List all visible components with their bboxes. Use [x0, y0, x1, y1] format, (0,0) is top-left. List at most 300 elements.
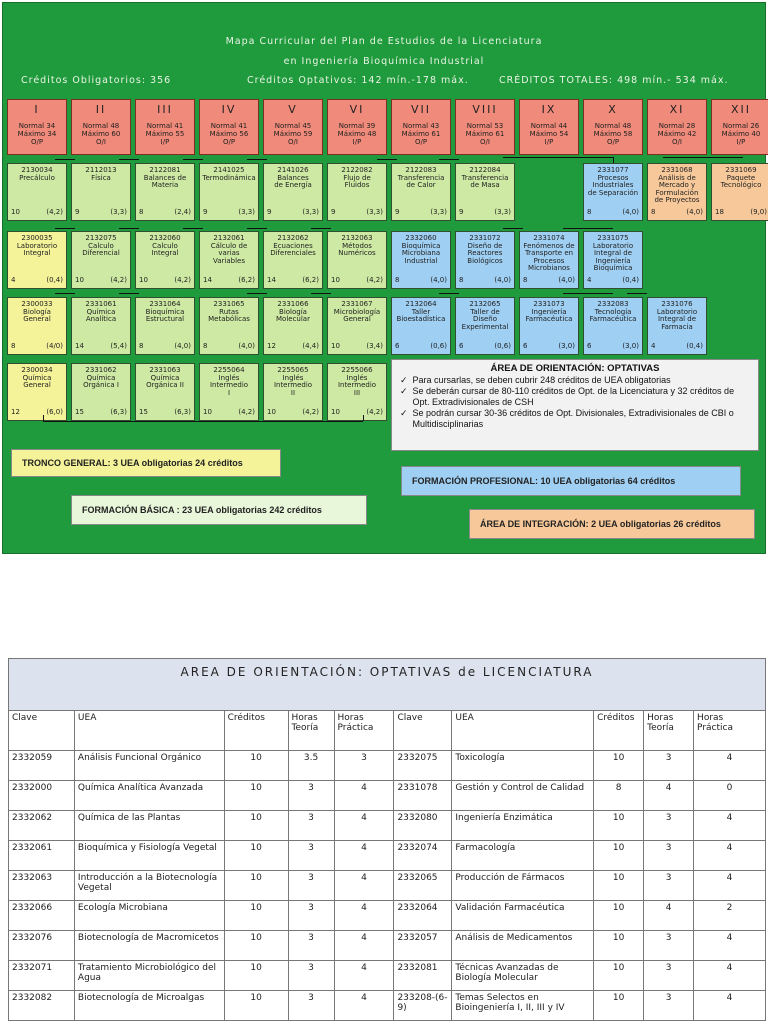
table-cell: Análisis Funcional Orgánico — [74, 751, 224, 781]
course-cell — [583, 297, 643, 355]
course-credits: 10 — [75, 276, 84, 285]
table-cell: 2332061 — [9, 841, 75, 871]
course-credits: 10 — [331, 408, 340, 417]
course-cell — [327, 163, 387, 221]
check-icon: ✓ — [400, 386, 408, 396]
course-cell — [455, 231, 515, 289]
course-hours: (4,2) — [238, 408, 255, 417]
orientation-item — [400, 375, 750, 386]
table-cell: 2332063 — [9, 871, 75, 901]
legend-tronco-general: TRONCO GENERAL: 3 UEA obligatorias 24 créditos — [11, 449, 281, 477]
semester-normal: Normal 48 — [82, 122, 120, 130]
course-hours: (4,0) — [622, 208, 639, 217]
semester-header — [7, 99, 67, 155]
course-hours: (0,6) — [430, 342, 447, 351]
orientation-item-text: Se podrán cursar 30-36 créditos de Opt. Divisionales, Extradivisionales de CBI o Multidisciplinarias — [412, 408, 734, 429]
semester-header — [455, 99, 515, 155]
semester-header — [583, 99, 643, 155]
table-cell: 10 — [224, 841, 288, 871]
table-cell: Farmacología — [452, 841, 594, 871]
table-cell: 3 — [288, 931, 334, 961]
semester-type: O/I — [480, 138, 490, 146]
course-cell — [455, 163, 515, 221]
course-credits: 9 — [331, 208, 336, 217]
semester-normal: Normal 44 — [530, 122, 568, 130]
course-cell — [455, 297, 515, 355]
orientation-item-text: Se deberán cursar de 80-110 créditos de Opt. de la Licenciatura y 32 créditos de Opt. Extradivisionales de CSH — [412, 386, 735, 407]
semester-maximo: Máximo 61 — [401, 130, 441, 138]
course-name: 2331069 Paquete Tecnológico — [720, 166, 762, 190]
table-header-cell: Créditos — [224, 711, 288, 751]
legend-formacion-profesional: FORMACIÓN PROFESIONAL: 10 UEA obligatorias 64 créditos — [401, 466, 741, 496]
table-cell: 4 — [644, 781, 694, 811]
course-credits: 12 — [267, 342, 276, 351]
course-hours: (0,6) — [494, 342, 511, 351]
semester-number: IV — [221, 103, 237, 116]
course-hours: (3,3) — [366, 208, 383, 217]
course-credits: 15 — [75, 408, 84, 417]
semester-number: IX — [541, 103, 557, 116]
course-credits: 4 — [11, 276, 16, 285]
orientation-title: ÁREA DE ORIENTACIÓN: OPTATIVAS — [490, 363, 660, 374]
course-hours: (6,2) — [238, 276, 255, 285]
course-credits: 6 — [459, 342, 464, 351]
table-cell: 3 — [288, 841, 334, 871]
course-hours: (0,4) — [622, 276, 639, 285]
course-cell — [263, 363, 323, 421]
course-name: 2331064 Bioquímica Estructural — [145, 300, 185, 324]
course-hours: (3,0) — [622, 342, 639, 351]
course-name: 2122083 Transferencia de Calor — [397, 166, 445, 190]
course-hours: (3,3) — [238, 208, 255, 217]
table-header-cell: UEA — [74, 711, 224, 751]
course-hours: (3,3) — [302, 208, 319, 217]
semester-type: O/P — [30, 138, 44, 146]
table-cell: 4 — [694, 871, 766, 901]
course-cell — [7, 363, 67, 421]
course-name: 2132061 Cálculo de varias Variables — [210, 234, 248, 265]
semester-number: III — [157, 103, 173, 116]
semester-maximo: Máximo 59 — [273, 130, 313, 138]
course-credits: 10 — [11, 208, 20, 217]
course-cell — [263, 231, 323, 289]
semester-number: V — [288, 103, 298, 116]
table-row — [9, 931, 766, 961]
course-cell — [327, 231, 387, 289]
table-cell: 10 — [224, 781, 288, 811]
course-name: 2300034 Química General — [21, 366, 53, 390]
table-cell: Gestión y Control de Calidad — [452, 781, 594, 811]
semester-normal: Normal 34 — [18, 122, 56, 130]
table-cell: 4 — [694, 961, 766, 991]
semester-maximo: Máximo 42 — [657, 130, 697, 138]
table-cell: 3 — [288, 811, 334, 841]
table-header-cell: UEA — [452, 711, 594, 751]
course-hours: (5,4) — [110, 342, 127, 351]
table-cell: 10 — [224, 811, 288, 841]
semester-header — [519, 99, 579, 155]
semester-type: O/I — [288, 138, 298, 146]
table-header-cell: Créditos — [594, 711, 644, 751]
semester-normal: Normal 48 — [594, 122, 632, 130]
course-name: 2331077 Procesos Industriales de Separación — [587, 166, 639, 197]
table-cell: 10 — [224, 991, 288, 1021]
table-cell: 3.5 — [288, 751, 334, 781]
table-cell: 3 — [644, 871, 694, 901]
table-cell: Introducción a la Biotecnología Vegetal — [74, 871, 224, 901]
table-cell: 2332075 — [394, 751, 452, 781]
table-header-cell: Horas Teoría — [288, 711, 334, 751]
course-credits: 14 — [203, 276, 212, 285]
semester-header — [711, 99, 768, 155]
table-cell: Biotecnología de Microalgas — [74, 991, 224, 1021]
table-cell: 233208-(6-9) — [394, 991, 452, 1021]
course-credits: 9 — [203, 208, 208, 217]
semester-number: I — [34, 103, 40, 116]
semester-type: I/P — [544, 138, 554, 146]
course-name: 2255064 Inglés Intermedio I — [209, 366, 249, 397]
table-cell: 4 — [334, 991, 394, 1021]
course-hours: (4,0) — [174, 342, 191, 351]
table-cell: 10 — [594, 811, 644, 841]
semester-maximo: Máximo 55 — [145, 130, 185, 138]
optativas-table — [8, 658, 766, 1021]
course-cell — [647, 163, 707, 221]
table-cell: 4 — [334, 811, 394, 841]
semester-maximo: Máximo 54 — [529, 130, 569, 138]
course-name: 2300035 Laboratorio Integral — [16, 234, 58, 258]
table-cell: 3 — [644, 751, 694, 781]
semester-normal: Normal 26 — [722, 122, 760, 130]
orientation-item — [400, 386, 750, 408]
credits-optativos: Créditos Optativos: 142 mín.-178 máx. — [247, 75, 469, 86]
course-cell — [71, 297, 131, 355]
table-row — [9, 871, 766, 901]
course-name: 2331073 Ingeniería Farmacéutica — [525, 300, 573, 324]
table-cell: 2332057 — [394, 931, 452, 961]
table-cell: 4 — [334, 901, 394, 931]
course-name: 2112013 Física — [85, 166, 117, 182]
map-title: Mapa Curricular del Plan de Estudios de la Licenciatura — [225, 36, 543, 47]
table-cell: 2332065 — [394, 871, 452, 901]
check-icon: ✓ — [400, 408, 408, 418]
course-credits: 10 — [267, 408, 276, 417]
table-cell: 2332064 — [394, 901, 452, 931]
table-cell: Ecología Microbiana — [74, 901, 224, 931]
course-credits: 10 — [331, 276, 340, 285]
course-hours: (4,4) — [302, 342, 319, 351]
table-cell: 4 — [694, 751, 766, 781]
course-name: 2331062 Química Orgánica I — [83, 366, 119, 390]
orientation-item-text: Para cursarlas, se deben cubrir 248 créditos de UEA obligatorias — [412, 375, 671, 385]
course-hours: (2,4) — [174, 208, 191, 217]
table-cell: 2332066 — [9, 901, 75, 931]
semester-header — [199, 99, 259, 155]
table-cell: Producción de Fármacos — [452, 871, 594, 901]
course-name: 2331072 Diseño de Reactores Biológicos — [467, 234, 503, 265]
course-credits: 8 — [203, 342, 208, 351]
semester-normal: Normal 41 — [146, 122, 184, 130]
semester-normal: Normal 45 — [274, 122, 312, 130]
table-cell: 10 — [594, 931, 644, 961]
course-hours: (3,4) — [366, 342, 383, 351]
orientation-box — [391, 359, 759, 451]
semester-header — [647, 99, 707, 155]
semester-type: O/I — [672, 138, 682, 146]
course-hours: (4,0) — [238, 342, 255, 351]
table-cell: 2331078 — [394, 781, 452, 811]
course-cell — [647, 297, 707, 355]
course-name: 2331074 Fenómenos de Transporte en Procesos Microbianos — [523, 234, 575, 273]
table-header-row — [9, 711, 766, 751]
check-icon: ✓ — [400, 375, 408, 385]
course-credits: 14 — [267, 276, 276, 285]
course-hours: (4,2) — [302, 408, 319, 417]
table-cell: Ingeniería Enzimática — [452, 811, 594, 841]
semester-type: I/P — [736, 138, 746, 146]
table-cell: 10 — [224, 931, 288, 961]
legend-formacion-basica: FORMACIÓN BÁSICA : 23 UEA obligatorias 242 créditos — [71, 495, 367, 525]
course-hours: (4,0) — [558, 276, 575, 285]
course-name: 2132060 Calculo Integral — [149, 234, 181, 258]
table-cell: 10 — [594, 751, 644, 781]
course-credits: 8 — [11, 342, 16, 351]
table-cell: 2332071 — [9, 961, 75, 991]
table-cell: Análisis de Medicamentos — [452, 931, 594, 961]
course-credits: 8 — [395, 276, 400, 285]
semester-header — [71, 99, 131, 155]
table-cell: 3 — [288, 991, 334, 1021]
table-row — [9, 841, 766, 871]
table-cell: 2332076 — [9, 931, 75, 961]
table-header-cell: Clave — [9, 711, 75, 751]
credits-totales: CRÉDITOS TOTALES: 498 mín.- 534 máx. — [499, 75, 729, 86]
course-credits: 4 — [587, 276, 592, 285]
table-row — [9, 961, 766, 991]
semester-maximo: Máximo 48 — [337, 130, 377, 138]
course-credits: 8 — [139, 208, 144, 217]
course-credits: 6 — [587, 342, 592, 351]
table-header-cell: Clave — [394, 711, 452, 751]
course-hours: (9,0) — [750, 208, 767, 217]
table-cell: Biotecnología de Macromicetos — [74, 931, 224, 961]
legend-area-integracion: ÁREA DE INTEGRACIÓN: 2 UEA obligatorias 26 créditos — [469, 509, 755, 539]
course-credits: 12 — [11, 408, 20, 417]
table-cell: Química Analítica Avanzada — [74, 781, 224, 811]
table-row — [9, 751, 766, 781]
table-cell: 2332059 — [9, 751, 75, 781]
course-cell — [263, 163, 323, 221]
table-cell: 4 — [694, 811, 766, 841]
orientation-item — [400, 408, 750, 430]
course-name: 2331075 Laboratorio Integral de Ingeniería Bioquímica — [592, 234, 634, 273]
semester-type: O/P — [222, 138, 236, 146]
table-cell: 3 — [644, 811, 694, 841]
course-name: 2332083 Tecnología Farmacéutica — [589, 300, 637, 324]
course-credits: 9 — [459, 208, 464, 217]
course-name: 2332060 Bioquímica Microbiana Industrial — [401, 234, 441, 265]
course-hours: (4,2) — [110, 276, 127, 285]
course-name: 2122084 Transferencia de Masa — [461, 166, 509, 190]
table-cell: 10 — [594, 841, 644, 871]
course-hours: (6,2) — [302, 276, 319, 285]
course-credits: 9 — [75, 208, 80, 217]
course-hours: (3,3) — [494, 208, 511, 217]
course-cell — [7, 297, 67, 355]
table-cell: 3 — [288, 961, 334, 991]
course-cell — [199, 231, 259, 289]
semester-number: II — [95, 103, 107, 116]
course-cell — [71, 363, 131, 421]
table-cell: 3 — [644, 961, 694, 991]
semester-header — [263, 99, 323, 155]
map-subtitle: en Ingeniería Bioquímica Industrial — [283, 56, 485, 67]
semester-maximo: Máximo 34 — [17, 130, 57, 138]
course-cell — [199, 163, 259, 221]
course-cell — [7, 163, 67, 221]
course-credits: 6 — [395, 342, 400, 351]
table-cell: 8 — [594, 781, 644, 811]
course-cell — [327, 297, 387, 355]
table-cell: 10 — [594, 961, 644, 991]
course-cell — [583, 231, 643, 289]
table-cell: 3 — [288, 781, 334, 811]
semester-number: XII — [730, 103, 752, 116]
course-hours: (4,0) — [430, 276, 447, 285]
course-name: 2331065 Rutas Metabólicas — [208, 300, 250, 324]
table-header-cell: Horas Práctica — [694, 711, 766, 751]
course-hours: (4,2) — [174, 276, 191, 285]
course-hours: (3,0) — [558, 342, 575, 351]
course-credits: 9 — [267, 208, 272, 217]
course-hours: (4,2) — [46, 208, 63, 217]
table-cell: 10 — [594, 901, 644, 931]
course-name: 2141025 Termodinámica — [202, 166, 256, 182]
semester-type: O/I — [96, 138, 106, 146]
course-name: 2122081 Balances de Materia — [143, 166, 187, 190]
table-cell: 2332081 — [394, 961, 452, 991]
curriculum-map — [2, 2, 766, 554]
table-cell: 2332074 — [394, 841, 452, 871]
table-header-cell: Horas Práctica — [334, 711, 394, 751]
table-cell: 4 — [694, 991, 766, 1021]
semester-number: XI — [669, 103, 685, 116]
table-cell: Bioquímica y Fisiología Vegetal — [74, 841, 224, 871]
course-hours: (4,0) — [494, 276, 511, 285]
course-hours: (0,4) — [46, 276, 63, 285]
table-row — [9, 781, 766, 811]
table-header-cell: Horas Teoría — [644, 711, 694, 751]
semester-normal: Normal 39 — [338, 122, 376, 130]
semester-maximo: Máximo 58 — [593, 130, 633, 138]
semester-type: I/P — [352, 138, 362, 146]
table-cell: 4 — [334, 871, 394, 901]
course-credits: 8 — [523, 276, 528, 285]
course-cell — [519, 231, 579, 289]
course-credits: 10 — [203, 408, 212, 417]
course-name: 2122082 Flujo de Fluidos — [341, 166, 373, 190]
semester-maximo: Máximo 61 — [465, 130, 505, 138]
course-name: 2331076 Laboratorio Integral de Farmacia — [656, 300, 698, 331]
course-name: 2331061 Química Analítica — [85, 300, 117, 324]
course-name: 2132075 Calculo Diferencial — [82, 234, 120, 258]
course-name: 2132063 Métodos Numéricos — [338, 234, 376, 258]
table-cell: 2332062 — [9, 811, 75, 841]
semester-header — [135, 99, 195, 155]
course-credits: 8 — [651, 208, 656, 217]
course-cell — [519, 297, 579, 355]
table-cell: 4 — [334, 841, 394, 871]
table-cell: 3 — [644, 841, 694, 871]
table-row — [9, 811, 766, 841]
course-hours: (4,2) — [366, 276, 383, 285]
table-cell: 10 — [594, 991, 644, 1021]
table-cell: 10 — [224, 901, 288, 931]
course-credits: 4 — [651, 342, 656, 351]
table-cell: 4 — [334, 781, 394, 811]
course-name: 2300033 Biología General — [21, 300, 53, 324]
semester-maximo: Máximo 40 — [721, 130, 761, 138]
course-hours: (4,0) — [686, 208, 703, 217]
course-cell — [135, 297, 195, 355]
table-cell: 0 — [694, 781, 766, 811]
course-cell — [391, 231, 451, 289]
course-cell — [263, 297, 323, 355]
course-credits: 18 — [715, 208, 724, 217]
course-credits: 8 — [459, 276, 464, 285]
semester-normal: Normal 43 — [402, 122, 440, 130]
table-row — [9, 901, 766, 931]
table-cell: 3 — [644, 991, 694, 1021]
table-cell: 4 — [694, 931, 766, 961]
semester-normal: Normal 53 — [466, 122, 504, 130]
course-name: 2255066 Inglés Intermedio III — [337, 366, 377, 397]
table-cell: 4 — [694, 841, 766, 871]
course-name: 2132065 Taller de Diseño Experimental — [461, 300, 509, 331]
semester-number: VIII — [472, 103, 498, 116]
course-credits: 8 — [587, 208, 592, 217]
table-cell: 2332082 — [9, 991, 75, 1021]
course-cell — [391, 163, 451, 221]
table-cell: 10 — [224, 961, 288, 991]
course-hours: (4/0) — [46, 342, 63, 351]
credits-obligatorios: Créditos Obligatorios: 356 — [21, 75, 172, 86]
semester-type: O/P — [414, 138, 428, 146]
course-cell — [199, 363, 259, 421]
course-name: 2132064 Taller Bioestadística — [396, 300, 446, 324]
course-cell — [583, 163, 643, 221]
semester-header — [391, 99, 451, 155]
semester-type: I/P — [160, 138, 170, 146]
semester-number: VII — [410, 103, 431, 116]
table-cell: 4 — [644, 901, 694, 931]
semester-normal: Normal 28 — [658, 122, 696, 130]
course-credits: 6 — [523, 342, 528, 351]
table-cell: 10 — [224, 751, 288, 781]
course-cell — [135, 231, 195, 289]
semester-number: VI — [349, 103, 365, 116]
table-cell: 2332000 — [9, 781, 75, 811]
table-cell: Tratamiento Microbiológico del Agua — [74, 961, 224, 991]
course-credits: 8 — [139, 342, 144, 351]
table-cell: Química de las Plantas — [74, 811, 224, 841]
table-cell: 3 — [334, 751, 394, 781]
course-cell — [71, 231, 131, 289]
course-cell — [327, 363, 387, 421]
table-caption: AREA DE ORIENTACIÓN: OPTATIVAS de LICENCIATURA — [9, 659, 766, 711]
course-cell — [135, 163, 195, 221]
course-name: 2331068 Análisis de Mercado y Formulación de Proyectos — [654, 166, 700, 205]
